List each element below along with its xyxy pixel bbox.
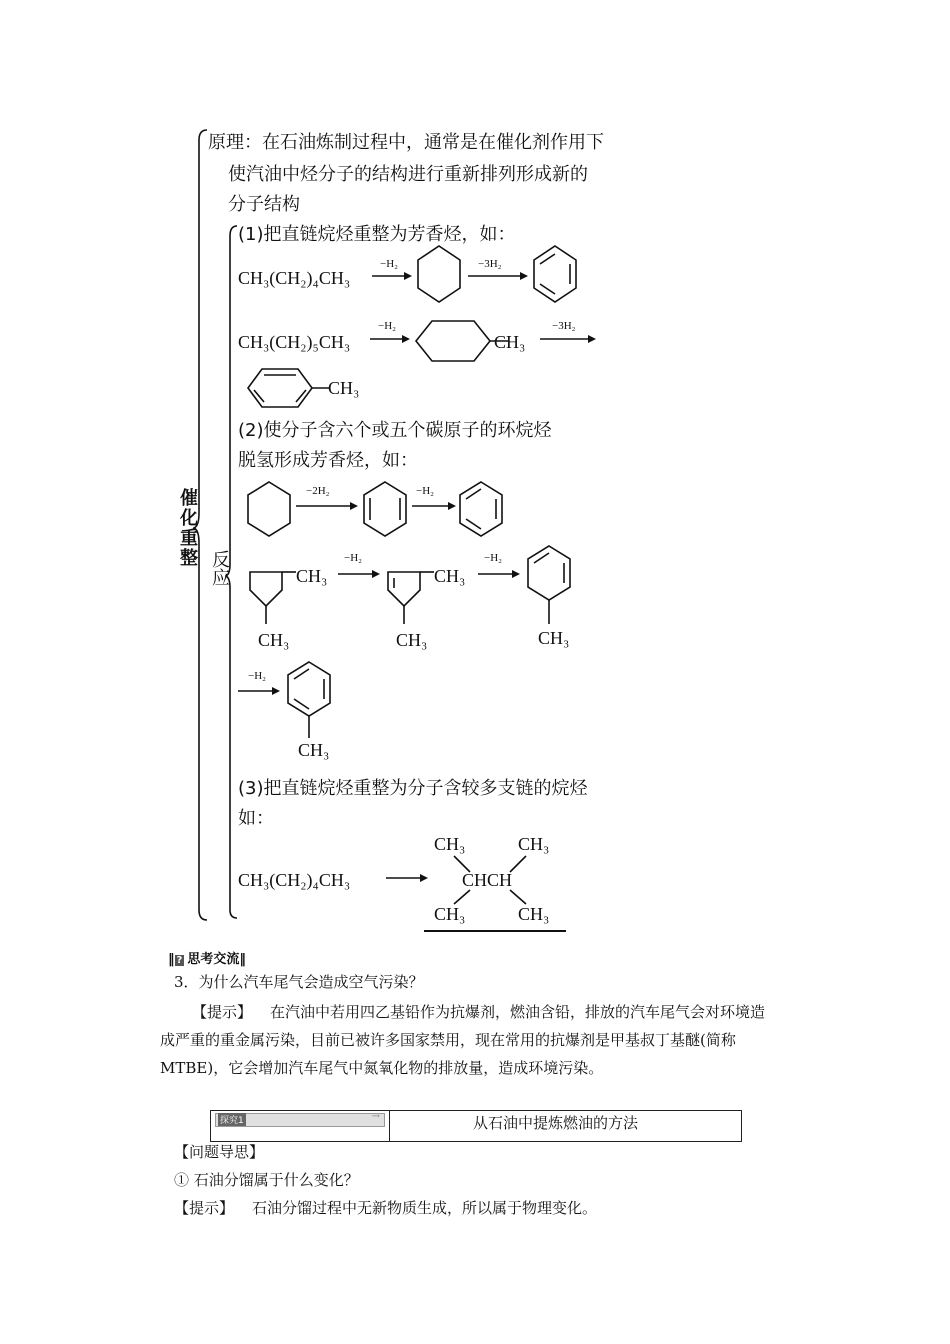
r1-reactant: CH₃(CH₂)₄CH₃ xyxy=(238,268,351,288)
r6-methyl-br: CH₃ xyxy=(518,904,550,924)
r6-reactant: CH₃(CH₂)₄CH₃ xyxy=(238,870,351,890)
guide-hint-label: 【提示】 xyxy=(174,1199,235,1217)
r6-arrow xyxy=(386,872,428,884)
r6-underline xyxy=(424,930,566,932)
toluene-ring-2 xyxy=(286,660,332,746)
r3-arrow-2 xyxy=(412,500,456,512)
thinking-hint-line-3: MTBE)，它会增加汽车尾气中氮氧化物的排放量，造成环境污染。 xyxy=(160,1059,604,1077)
r1-condition-2: −3H₂ xyxy=(478,258,502,270)
cyclohexane-ring-1 xyxy=(416,244,462,306)
benzene-ring-1 xyxy=(532,244,578,306)
item-1-text: (1)把直链烷烃重整为芳香烃，如： xyxy=(238,224,516,245)
thinking-hint-line-2: 成严重的重金属污染，目前已被许多国家禁用，现在常用的抗爆剂是甲基叔丁基醚(简称 xyxy=(160,1031,736,1049)
catalytic-reforming-label: 催化重整 xyxy=(177,488,198,568)
r1-arrow-2 xyxy=(468,270,528,282)
section-tag-bar xyxy=(215,1113,385,1127)
guide-hint-line xyxy=(174,1194,597,1222)
principle-line-2: 使汽油中烃分子的结构进行重新排列形成新的 xyxy=(228,164,588,185)
r2-condition-1: −H₂ xyxy=(378,320,396,332)
r2-arrow-1 xyxy=(370,333,410,345)
r5-condition: −H₂ xyxy=(248,670,266,682)
r3-condition-1: −2H₂ xyxy=(306,485,330,497)
benzene-ring-2 xyxy=(458,480,504,540)
r6-center: CHCH xyxy=(462,870,513,890)
section-table xyxy=(210,1110,742,1142)
section-tag-cell xyxy=(211,1111,390,1141)
r6-methyl-tl: CH₃ xyxy=(434,834,466,854)
r4-methyl-d: CH₃ xyxy=(396,630,428,650)
r1-arrow-1 xyxy=(372,270,412,282)
item-2-text-a: (2)使分子含六个或五个碳原子的环烷烃 xyxy=(238,420,552,441)
question-badge-icon: ? xyxy=(176,955,183,966)
toluene-ring-1 xyxy=(246,366,332,410)
thinking-header: ‖ ? 思考交流‖ xyxy=(168,952,246,967)
r4-methyl-b: CH₃ xyxy=(258,630,290,650)
r4-methyl-e: CH₃ xyxy=(538,628,570,648)
reaction-label: 反应 xyxy=(209,550,230,586)
methylcyclohexadiene-ring xyxy=(526,544,572,630)
r2-arrow-2 xyxy=(540,333,596,345)
r3-arrow-1 xyxy=(296,500,358,512)
item-3-text-a: (3)把直链烷烃重整为分子含较多支链的烷烃 xyxy=(238,778,588,799)
r6-methyl-bl: CH₃ xyxy=(434,904,466,924)
section-tag-arrow-icon: → xyxy=(371,1111,380,1122)
cyclohexadiene-ring xyxy=(362,480,408,540)
cyclohexane-ring-2 xyxy=(246,480,292,540)
r5-arrow xyxy=(238,685,280,697)
item-3-text-b: 如： xyxy=(238,808,274,829)
principle-line-1: 原理：在石油炼制过程中，通常是在催化剂作用下 xyxy=(208,132,604,153)
r4-methyl-a: CH₃ xyxy=(296,566,328,586)
r4-condition-1: −H₂ xyxy=(344,552,362,564)
guide-question: ① 石油分馏属于什么变化？ xyxy=(174,1171,359,1189)
r2-methyl: CH₃ xyxy=(494,332,526,352)
toluene-2-methyl: CH₃ xyxy=(298,740,330,760)
principle-line-3: 分子结构 xyxy=(228,194,300,215)
r3-condition-2: −H₂ xyxy=(416,485,434,497)
r2-condition-2: −3H₂ xyxy=(552,320,576,332)
r2-reactant: CH₃(CH₂)₅CH₃ xyxy=(238,332,351,352)
thinking-question: 3．为什么汽车尾气会造成空气污染？ xyxy=(174,973,424,991)
r4-arrow-1 xyxy=(338,568,380,580)
guide-hint-text: 石油分馏过程中无新物质生成，所以属于物理变化。 xyxy=(252,1199,598,1217)
thinking-hint-text-1: 在汽油中若用四乙基铅作为抗爆剂，燃油含铅，排放的汽车尾气会对环境造 xyxy=(270,1003,766,1021)
r1-condition-1: −H₂ xyxy=(380,258,398,270)
section-title: 从石油中提炼燃油的方法 xyxy=(473,1114,639,1132)
thinking-title: 思考交流 xyxy=(187,952,240,967)
r4-arrow-2 xyxy=(478,568,520,580)
r6-bonds xyxy=(440,850,540,910)
item-2-text-b: 脱氢形成芳香烃，如： xyxy=(238,450,418,471)
section-tag: 探究1 xyxy=(218,1113,246,1126)
toluene-1-methyl: CH₃ xyxy=(328,378,360,398)
thinking-hint-label: 【提示】 xyxy=(192,1003,253,1021)
r4-methyl-c: CH₃ xyxy=(434,566,466,586)
guide-heading: 【问题导思】 xyxy=(174,1143,265,1161)
thinking-hint-line-1 xyxy=(192,998,765,1026)
r4-condition-2: −H₂ xyxy=(484,552,502,564)
r6-methyl-tr: CH₃ xyxy=(518,834,550,854)
